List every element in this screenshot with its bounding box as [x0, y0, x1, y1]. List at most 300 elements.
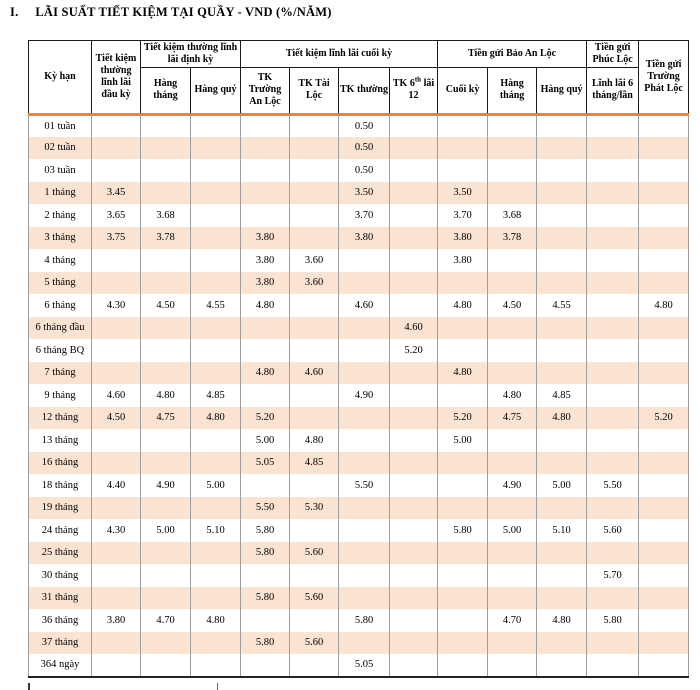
- rate-cell-dinh_ky_hang_quy: 5.00: [191, 474, 241, 497]
- rate-cell-dinh_ky_hang_quy: [191, 249, 241, 272]
- rate-cell-tk_tai_loc: [290, 339, 339, 362]
- rate-cell-dinh_ky_hang_thang: 4.50: [141, 294, 191, 317]
- rate-cell-tk_6th_lai_12: 5.20: [390, 339, 438, 362]
- rate-cell-dinh_ky_hang_thang: [141, 632, 191, 655]
- rate-cell-phuc_loc_6_thang_lan: [587, 632, 639, 655]
- rate-cell-dau_ky: 4.50: [92, 407, 141, 430]
- rate-cell-phuc_loc_6_thang_lan: [587, 182, 639, 205]
- rate-cell-tk_truong_an_loc: [241, 339, 290, 362]
- table-row: [29, 227, 689, 250]
- rate-cell-phuc_loc_6_thang_lan: 5.70: [587, 564, 639, 587]
- rate-cell-tk_thuong: 0.50: [339, 159, 390, 182]
- header-term: Kỳ hạn: [29, 41, 92, 115]
- header-group-periodic: Tiết kiệm thường lĩnh lãi định kỳ: [141, 41, 241, 68]
- rate-cell-dinh_ky_hang_quy: [191, 114, 241, 137]
- term-cell: 24 tháng: [29, 519, 92, 542]
- rate-cell-tk_truong_an_loc: 5.80: [241, 542, 290, 565]
- rate-cell-tk_truong_an_loc: 5.00: [241, 429, 290, 452]
- table-row: [29, 519, 689, 542]
- rate-cell-dinh_ky_hang_quy: [191, 182, 241, 205]
- rate-cell-tk_6th_lai_12: [390, 497, 438, 520]
- rate-cell-bao_an_loc_hang_quy: [537, 429, 587, 452]
- table-row: [29, 362, 689, 385]
- rate-cell-tk_truong_an_loc: [241, 384, 290, 407]
- subheader-monthly-periodic: Hàng tháng: [141, 67, 191, 114]
- rate-cell-tk_thuong: [339, 542, 390, 565]
- rate-cell-truong_phat_loc: [639, 474, 689, 497]
- rate-cell-tk_6th_lai_12: [390, 384, 438, 407]
- rate-cell-dinh_ky_hang_quy: [191, 159, 241, 182]
- term-cell: 18 tháng: [29, 474, 92, 497]
- rate-cell-tk_truong_an_loc: 3.80: [241, 227, 290, 250]
- rate-cell-phuc_loc_6_thang_lan: [587, 249, 639, 272]
- rate-cell-bao_an_loc_hang_quy: [537, 339, 587, 362]
- rate-cell-bao_an_loc_hang_thang: [488, 339, 537, 362]
- rate-cell-tk_tai_loc: 5.60: [290, 587, 339, 610]
- subheader-tk-thuong: TK thường: [339, 67, 390, 114]
- rate-cell-bao_an_loc_cuoi_ky: [438, 272, 488, 295]
- rate-cell-tk_truong_an_loc: [241, 114, 290, 137]
- rate-cell-tk_thuong: 4.60: [339, 294, 390, 317]
- table-row: [29, 384, 689, 407]
- rate-cell-dau_ky: 3.45: [92, 182, 141, 205]
- rate-cell-phuc_loc_6_thang_lan: [587, 159, 639, 182]
- rate-cell-tk_thuong: 5.05: [339, 654, 390, 677]
- rate-cell-tk_tai_loc: 5.60: [290, 542, 339, 565]
- rate-cell-bao_an_loc_hang_thang: [488, 587, 537, 610]
- next-table-fragment: [28, 683, 688, 690]
- rate-cell-bao_an_loc_hang_thang: [488, 632, 537, 655]
- rate-cell-bao_an_loc_hang_thang: 4.75: [488, 407, 537, 430]
- rate-cell-truong_phat_loc: 4.80: [639, 294, 689, 317]
- subheader-linh-lai-6-thang: Lĩnh lãi 6 tháng/lần: [587, 67, 639, 114]
- rate-cell-bao_an_loc_hang_thang: 4.50: [488, 294, 537, 317]
- rate-cell-tk_thuong: [339, 339, 390, 362]
- rate-cell-phuc_loc_6_thang_lan: [587, 654, 639, 677]
- rate-cell-truong_phat_loc: [639, 114, 689, 137]
- rate-cell-tk_truong_an_loc: 4.80: [241, 362, 290, 385]
- rate-cell-tk_tai_loc: 4.80: [290, 429, 339, 452]
- table-row: [29, 609, 689, 632]
- rate-cell-tk_tai_loc: [290, 227, 339, 250]
- rate-cell-tk_6th_lai_12: [390, 227, 438, 250]
- rate-cell-bao_an_loc_hang_thang: [488, 137, 537, 160]
- rate-cell-bao_an_loc_hang_thang: 4.70: [488, 609, 537, 632]
- table-header: [29, 41, 689, 115]
- table-row: [29, 407, 689, 430]
- rate-cell-truong_phat_loc: [639, 384, 689, 407]
- subheader-quarterly-periodic: Hàng quý: [191, 67, 241, 114]
- header-group-phuc-loc: Tiền gửi Phúc Lộc: [587, 41, 639, 68]
- section-number: I.: [10, 5, 19, 19]
- rate-cell-phuc_loc_6_thang_lan: [587, 294, 639, 317]
- rate-cell-dinh_ky_hang_quy: [191, 339, 241, 362]
- rate-cell-dau_ky: [92, 249, 141, 272]
- rate-cell-truong_phat_loc: [639, 227, 689, 250]
- rate-cell-tk_tai_loc: [290, 519, 339, 542]
- rate-cell-phuc_loc_6_thang_lan: [587, 384, 639, 407]
- rate-cell-dinh_ky_hang_quy: [191, 272, 241, 295]
- rate-cell-tk_6th_lai_12: [390, 609, 438, 632]
- rate-cell-dinh_ky_hang_thang: 3.78: [141, 227, 191, 250]
- table-row: [29, 294, 689, 317]
- rate-cell-tk_truong_an_loc: [241, 609, 290, 632]
- rate-cell-tk_thuong: [339, 272, 390, 295]
- term-cell: 01 tuần: [29, 114, 92, 137]
- fragment-divider: [217, 683, 218, 690]
- rate-cell-tk_6th_lai_12: [390, 362, 438, 385]
- table-row: [29, 452, 689, 475]
- rate-cell-tk_thuong: 3.80: [339, 227, 390, 250]
- rate-cell-phuc_loc_6_thang_lan: [587, 272, 639, 295]
- table-row: [29, 474, 689, 497]
- rate-cell-tk_truong_an_loc: [241, 137, 290, 160]
- rate-cell-bao_an_loc_hang_thang: [488, 564, 537, 587]
- table-row: [29, 204, 689, 227]
- table-row: [29, 339, 689, 362]
- rate-cell-dinh_ky_hang_quy: 4.80: [191, 609, 241, 632]
- rate-cell-dinh_ky_hang_thang: [141, 587, 191, 610]
- tk6-suffix: lãi 12: [408, 78, 435, 102]
- rate-cell-tk_thuong: [339, 587, 390, 610]
- term-cell: 1 tháng: [29, 182, 92, 205]
- rate-cell-bao_an_loc_hang_quy: 5.00: [537, 474, 587, 497]
- rate-cell-bao_an_loc_hang_quy: [537, 654, 587, 677]
- rate-cell-tk_6th_lai_12: [390, 632, 438, 655]
- term-cell: 6 tháng đầu: [29, 317, 92, 340]
- rate-cell-bao_an_loc_cuoi_ky: [438, 564, 488, 587]
- rate-cell-bao_an_loc_cuoi_ky: [438, 114, 488, 137]
- section-title-text: LÃI SUẤT TIẾT KIỆM TẠI QUẦY - VND (%/NĂM): [35, 5, 332, 19]
- rate-cell-phuc_loc_6_thang_lan: [587, 317, 639, 340]
- term-cell: 03 tuần: [29, 159, 92, 182]
- rate-cell-truong_phat_loc: [639, 587, 689, 610]
- tk6-prefix: TK 6: [392, 78, 415, 90]
- rate-cell-dinh_ky_hang_thang: 3.68: [141, 204, 191, 227]
- rate-cell-bao_an_loc_hang_thang: [488, 182, 537, 205]
- term-cell: 7 tháng: [29, 362, 92, 385]
- rate-cell-bao_an_loc_hang_thang: 5.00: [488, 519, 537, 542]
- rate-cell-bao_an_loc_hang_thang: [488, 114, 537, 137]
- rate-cell-tk_thuong: [339, 362, 390, 385]
- rate-cell-bao_an_loc_hang_quy: [537, 587, 587, 610]
- rate-cell-tk_tai_loc: 3.60: [290, 249, 339, 272]
- rate-cell-tk_thuong: [339, 632, 390, 655]
- rate-cell-phuc_loc_6_thang_lan: [587, 497, 639, 520]
- table-row: [29, 429, 689, 452]
- rate-cell-dinh_ky_hang_quy: [191, 317, 241, 340]
- rate-cell-phuc_loc_6_thang_lan: [587, 587, 639, 610]
- rate-cell-dinh_ky_hang_quy: 5.10: [191, 519, 241, 542]
- rate-cell-tk_6th_lai_12: [390, 294, 438, 317]
- section-title: [10, 5, 332, 20]
- rate-cell-truong_phat_loc: [639, 429, 689, 452]
- table-row: [29, 114, 689, 137]
- rate-cell-truong_phat_loc: [639, 542, 689, 565]
- rate-cell-truong_phat_loc: [639, 654, 689, 677]
- rate-cell-tk_6th_lai_12: [390, 407, 438, 430]
- term-cell: 4 tháng: [29, 249, 92, 272]
- rate-cell-tk_truong_an_loc: 5.80: [241, 587, 290, 610]
- rate-cell-truong_phat_loc: [639, 182, 689, 205]
- rate-cell-dinh_ky_hang_quy: 4.85: [191, 384, 241, 407]
- rate-cell-dau_ky: [92, 497, 141, 520]
- rate-cell-dau_ky: [92, 429, 141, 452]
- table-row: [29, 137, 689, 160]
- rate-cell-dau_ky: [92, 542, 141, 565]
- rate-cell-truong_phat_loc: [639, 137, 689, 160]
- rate-cell-bao_an_loc_hang_thang: 4.80: [488, 384, 537, 407]
- rate-cell-tk_thuong: [339, 564, 390, 587]
- rate-cell-tk_thuong: 4.90: [339, 384, 390, 407]
- rate-cell-dau_ky: [92, 654, 141, 677]
- rate-cell-bao_an_loc_hang_thang: 4.90: [488, 474, 537, 497]
- rate-cell-phuc_loc_6_thang_lan: [587, 339, 639, 362]
- rate-cell-tk_thuong: 3.50: [339, 182, 390, 205]
- rate-cell-bao_an_loc_hang_thang: [488, 272, 537, 295]
- rate-cell-bao_an_loc_cuoi_ky: 5.80: [438, 519, 488, 542]
- rate-cell-bao_an_loc_cuoi_ky: [438, 587, 488, 610]
- rate-cell-tk_truong_an_loc: [241, 204, 290, 227]
- rate-cell-dinh_ky_hang_thang: [141, 542, 191, 565]
- rate-cell-tk_tai_loc: [290, 564, 339, 587]
- rate-cell-dinh_ky_hang_quy: 4.55: [191, 294, 241, 317]
- interest-rate-table: [28, 40, 689, 678]
- rate-cell-phuc_loc_6_thang_lan: 5.50: [587, 474, 639, 497]
- rate-cell-bao_an_loc_hang_thang: [488, 317, 537, 340]
- rate-cell-dau_ky: [92, 362, 141, 385]
- rate-cell-tk_6th_lai_12: [390, 654, 438, 677]
- rate-cell-bao_an_loc_hang_quy: 4.85: [537, 384, 587, 407]
- rate-cell-bao_an_loc_cuoi_ky: [438, 542, 488, 565]
- term-cell: 364 ngày: [29, 654, 92, 677]
- rate-cell-dinh_ky_hang_thang: [141, 654, 191, 677]
- rate-cell-phuc_loc_6_thang_lan: [587, 227, 639, 250]
- term-cell: 3 tháng: [29, 227, 92, 250]
- rate-cell-tk_truong_an_loc: 4.80: [241, 294, 290, 317]
- rate-cell-phuc_loc_6_thang_lan: [587, 114, 639, 137]
- rate-cell-tk_6th_lai_12: [390, 564, 438, 587]
- rate-cell-dinh_ky_hang_thang: 5.00: [141, 519, 191, 542]
- rate-cell-tk_6th_lai_12: 4.60: [390, 317, 438, 340]
- rate-cell-truong_phat_loc: [639, 632, 689, 655]
- subheader-quarterly-bao-an-loc: Hàng quý: [537, 67, 587, 114]
- rate-cell-bao_an_loc_cuoi_ky: [438, 339, 488, 362]
- rate-cell-truong_phat_loc: [639, 452, 689, 475]
- rate-cell-tk_truong_an_loc: 5.80: [241, 632, 290, 655]
- rate-cell-tk_truong_an_loc: 5.05: [241, 452, 290, 475]
- rate-cell-dinh_ky_hang_thang: [141, 429, 191, 452]
- rate-cell-tk_thuong: 5.50: [339, 474, 390, 497]
- rate-cell-dinh_ky_hang_thang: 4.70: [141, 609, 191, 632]
- rate-cell-dau_ky: [92, 272, 141, 295]
- rate-cell-tk_6th_lai_12: [390, 474, 438, 497]
- rate-cell-dinh_ky_hang_quy: [191, 587, 241, 610]
- rate-cell-bao_an_loc_cuoi_ky: [438, 137, 488, 160]
- rate-cell-tk_truong_an_loc: 5.50: [241, 497, 290, 520]
- rate-cell-tk_tai_loc: [290, 384, 339, 407]
- term-cell: 19 tháng: [29, 497, 92, 520]
- term-cell: 5 tháng: [29, 272, 92, 295]
- rate-cell-bao_an_loc_hang_thang: [488, 429, 537, 452]
- term-cell: 36 tháng: [29, 609, 92, 632]
- rate-cell-dinh_ky_hang_quy: [191, 542, 241, 565]
- rate-cell-tk_6th_lai_12: [390, 452, 438, 475]
- rate-cell-tk_6th_lai_12: [390, 429, 438, 452]
- rate-cell-phuc_loc_6_thang_lan: [587, 452, 639, 475]
- rate-cell-tk_6th_lai_12: [390, 587, 438, 610]
- rate-cell-bao_an_loc_hang_thang: [488, 497, 537, 520]
- rate-cell-tk_thuong: [339, 317, 390, 340]
- rate-cell-tk_tai_loc: 4.85: [290, 452, 339, 475]
- rate-cell-dau_ky: [92, 339, 141, 362]
- rate-cell-tk_tai_loc: 4.60: [290, 362, 339, 385]
- rate-cell-bao_an_loc_cuoi_ky: [438, 654, 488, 677]
- rate-cell-tk_tai_loc: [290, 609, 339, 632]
- rate-cell-dinh_ky_hang_thang: 4.75: [141, 407, 191, 430]
- rate-cell-tk_tai_loc: [290, 474, 339, 497]
- table-row: [29, 497, 689, 520]
- rate-cell-bao_an_loc_hang_quy: [537, 272, 587, 295]
- rate-cell-dinh_ky_hang_quy: [191, 227, 241, 250]
- rate-cell-bao_an_loc_cuoi_ky: 5.20: [438, 407, 488, 430]
- rate-cell-bao_an_loc_hang_quy: [537, 249, 587, 272]
- rate-cell-dinh_ky_hang_quy: 4.80: [191, 407, 241, 430]
- table-row: [29, 159, 689, 182]
- rate-cell-bao_an_loc_hang_quy: [537, 204, 587, 227]
- rate-cell-tk_tai_loc: [290, 294, 339, 317]
- rate-cell-truong_phat_loc: [639, 497, 689, 520]
- rate-cell-tk_thuong: 3.70: [339, 204, 390, 227]
- rate-cell-tk_truong_an_loc: [241, 564, 290, 587]
- rate-cell-dinh_ky_hang_thang: [141, 564, 191, 587]
- table-row: [29, 654, 689, 677]
- subheader-monthly-bao-an-loc: Hàng tháng: [488, 67, 537, 114]
- rate-cell-bao_an_loc_hang_thang: [488, 542, 537, 565]
- rate-cell-tk_thuong: [339, 497, 390, 520]
- table-row: [29, 542, 689, 565]
- rate-cell-tk_tai_loc: [290, 317, 339, 340]
- rate-cell-bao_an_loc_hang_quy: 4.80: [537, 407, 587, 430]
- rate-cell-dau_ky: 4.40: [92, 474, 141, 497]
- rate-cell-tk_6th_lai_12: [390, 249, 438, 272]
- rate-cell-tk_thuong: 0.50: [339, 114, 390, 137]
- rate-cell-dinh_ky_hang_thang: [141, 317, 191, 340]
- rate-cell-dinh_ky_hang_quy: [191, 429, 241, 452]
- term-cell: 16 tháng: [29, 452, 92, 475]
- rate-cell-bao_an_loc_cuoi_ky: 3.80: [438, 227, 488, 250]
- rate-cell-bao_an_loc_hang_thang: [488, 654, 537, 677]
- rate-cell-bao_an_loc_cuoi_ky: 5.00: [438, 429, 488, 452]
- subheader-tk-truong-an-loc: TK Trường An Lộc: [241, 67, 290, 114]
- rate-cell-dau_ky: 3.65: [92, 204, 141, 227]
- header-group-bao-an-loc: Tiền gửi Bảo An Lộc: [438, 41, 587, 68]
- rate-cell-bao_an_loc_hang_thang: 3.68: [488, 204, 537, 227]
- rate-cell-tk_truong_an_loc: [241, 317, 290, 340]
- rate-cell-dau_ky: 4.30: [92, 519, 141, 542]
- rate-cell-bao_an_loc_cuoi_ky: [438, 452, 488, 475]
- rate-cell-dinh_ky_hang_thang: [141, 249, 191, 272]
- rate-cell-truong_phat_loc: [639, 159, 689, 182]
- tk6-superscript: th: [414, 75, 422, 84]
- rate-cell-tk_tai_loc: [290, 114, 339, 137]
- rate-cell-dau_ky: 4.60: [92, 384, 141, 407]
- rate-cell-dinh_ky_hang_quy: [191, 632, 241, 655]
- rate-cell-tk_thuong: [339, 407, 390, 430]
- rate-cell-bao_an_loc_hang_quy: [537, 137, 587, 160]
- rate-cell-dinh_ky_hang_quy: [191, 452, 241, 475]
- term-cell: 6 tháng: [29, 294, 92, 317]
- rate-cell-tk_truong_an_loc: [241, 474, 290, 497]
- rate-cell-truong_phat_loc: [639, 339, 689, 362]
- rate-cell-truong_phat_loc: [639, 249, 689, 272]
- rate-cell-tk_6th_lai_12: [390, 137, 438, 160]
- rate-cell-bao_an_loc_hang_quy: [537, 542, 587, 565]
- table-row: [29, 272, 689, 295]
- rate-cell-bao_an_loc_hang_quy: [537, 317, 587, 340]
- rate-cell-bao_an_loc_cuoi_ky: [438, 497, 488, 520]
- rate-cell-dinh_ky_hang_thang: [141, 182, 191, 205]
- rate-cell-tk_6th_lai_12: [390, 204, 438, 227]
- rate-cell-tk_6th_lai_12: [390, 542, 438, 565]
- table-row: [29, 632, 689, 655]
- rate-cell-bao_an_loc_cuoi_ky: 3.80: [438, 249, 488, 272]
- rate-cell-bao_an_loc_hang_quy: [537, 452, 587, 475]
- fragment-border-left: [28, 683, 30, 690]
- rate-cell-bao_an_loc_hang_quy: [537, 227, 587, 250]
- rate-cell-tk_tai_loc: 5.60: [290, 632, 339, 655]
- rate-cell-dau_ky: [92, 632, 141, 655]
- term-cell: 25 tháng: [29, 542, 92, 565]
- rate-cell-dau_ky: 3.75: [92, 227, 141, 250]
- rate-cell-tk_tai_loc: [290, 204, 339, 227]
- subheader-tk-tai-loc: TK Tài Lộc: [290, 67, 339, 114]
- rate-cell-tk_tai_loc: 5.30: [290, 497, 339, 520]
- rate-cell-tk_truong_an_loc: 5.20: [241, 407, 290, 430]
- term-cell: 31 tháng: [29, 587, 92, 610]
- rate-cell-tk_tai_loc: [290, 159, 339, 182]
- rate-cell-dinh_ky_hang_quy: [191, 362, 241, 385]
- rate-cell-tk_6th_lai_12: [390, 159, 438, 182]
- rate-cell-dau_ky: [92, 452, 141, 475]
- rate-cell-truong_phat_loc: [639, 362, 689, 385]
- rate-cell-bao_an_loc_hang_quy: [537, 114, 587, 137]
- rate-cell-dinh_ky_hang_quy: [191, 497, 241, 520]
- rate-cell-truong_phat_loc: 5.20: [639, 407, 689, 430]
- rate-cell-dinh_ky_hang_quy: [191, 654, 241, 677]
- rate-cell-tk_truong_an_loc: 3.80: [241, 249, 290, 272]
- header-group-end-of-term: Tiết kiệm lĩnh lãi cuối kỳ: [241, 41, 438, 68]
- rate-cell-bao_an_loc_hang_quy: [537, 182, 587, 205]
- table-row: [29, 317, 689, 340]
- table-row: [29, 587, 689, 610]
- rate-cell-bao_an_loc_hang_thang: [488, 452, 537, 475]
- rate-cell-dau_ky: [92, 137, 141, 160]
- term-cell: 02 tuần: [29, 137, 92, 160]
- rate-cell-bao_an_loc_hang_quy: 5.10: [537, 519, 587, 542]
- rate-cell-dinh_ky_hang_quy: [191, 204, 241, 227]
- rate-cell-phuc_loc_6_thang_lan: [587, 429, 639, 452]
- rate-cell-bao_an_loc_hang_quy: [537, 159, 587, 182]
- rate-cell-tk_truong_an_loc: [241, 182, 290, 205]
- rate-cell-dinh_ky_hang_thang: 4.90: [141, 474, 191, 497]
- rate-cell-bao_an_loc_hang_thang: [488, 159, 537, 182]
- rate-cell-tk_6th_lai_12: [390, 182, 438, 205]
- rate-cell-dinh_ky_hang_quy: [191, 564, 241, 587]
- rate-cell-bao_an_loc_hang_thang: [488, 362, 537, 385]
- rate-cell-dau_ky: [92, 159, 141, 182]
- subheader-tk-6th-lai-12: [390, 67, 438, 114]
